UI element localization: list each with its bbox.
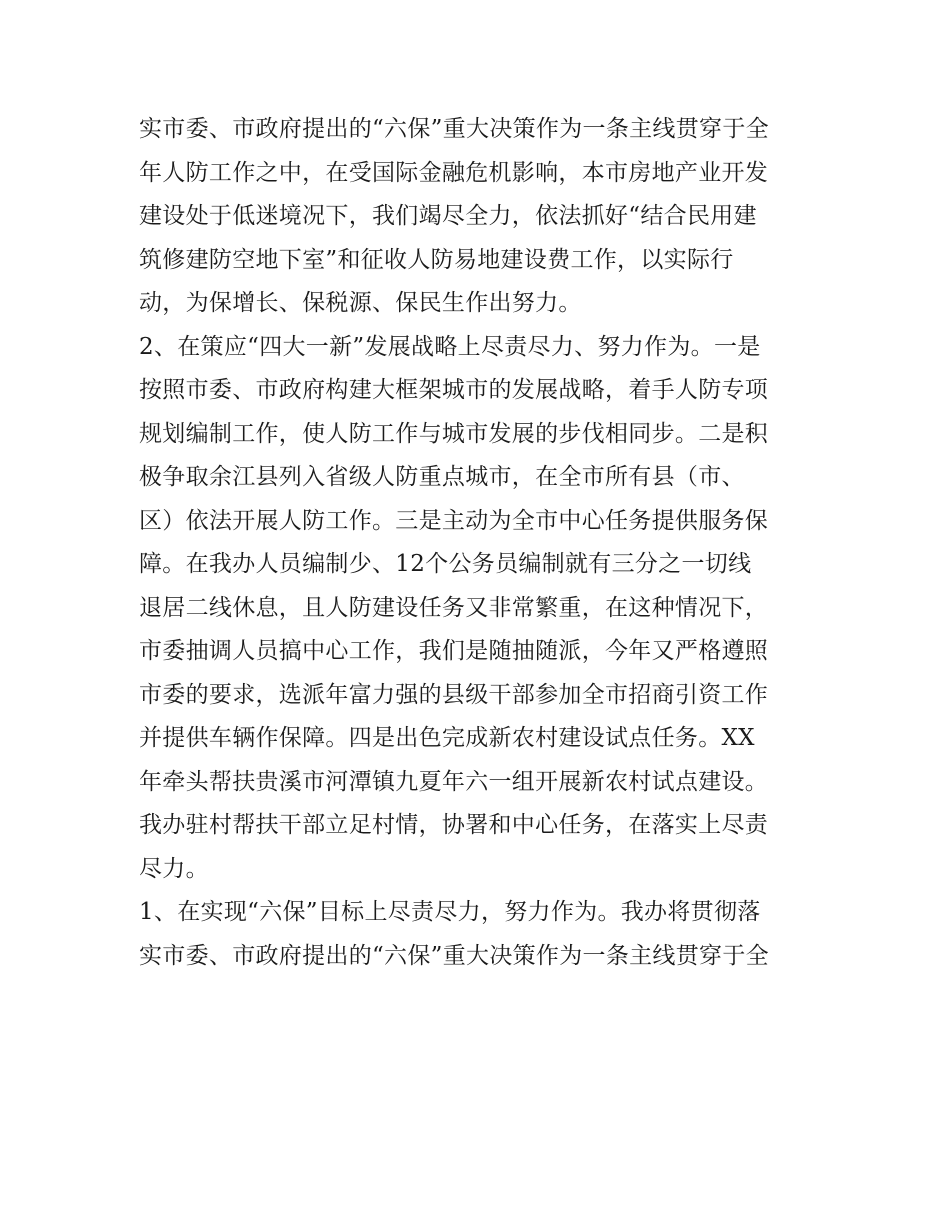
body-text (139, 108, 819, 978)
text-line: 建设处于低迷境况下，我们竭尽全力，依法抓好“结合民用建 (139, 203, 757, 229)
text-line: 市委的要求，选派年富力强的县级干部参加全市招商引资工作 (139, 681, 769, 708)
text-line: 年人防工作之中，在受国际金融危机影响，本市房地产业开发 (139, 159, 769, 186)
text-line: 实市委、市政府提出的“六保”重大决策作为一条主线贯穿于全 (139, 116, 769, 142)
text-line: 规划编制工作，使人防工作与城市发展的步伐相同步。二是积 (139, 420, 769, 447)
text-line: 我办驻村帮扶干部立足村情，协署和中心任务，在落实上尽责 (139, 812, 769, 838)
text-line: 筑修建防空地下室”和征收人防易地建设费工作，以实际行 (139, 246, 734, 273)
text-line: 按照市委、市政府构建大框架城市的发展战略，着手人防专项 (139, 377, 769, 403)
paragraph-2-start: 2、在策应“四大一新”发展战略上尽责尽力、努力作为。一是 (139, 333, 761, 360)
text-line: 并提供车辆作保障。四是出色完成新农村建设试点任务。XX (139, 725, 755, 751)
text-line: 尽力。 (139, 855, 209, 882)
paragraph-1-start: 1、在实现“六保”目标上尽责尽力，努力作为。我办将贯彻落 (139, 899, 761, 925)
text-line: 年牵头帮扶贵溪市河潭镇九夏年六一组开展新农村试点建设。 (139, 768, 769, 795)
text-line: 动，为保增长、保税源、保民生作出努力。 (139, 290, 582, 316)
text-line: 市委抽调人员搞中心工作，我们是随抽随派，今年又严格遵照 (139, 638, 769, 664)
text-line: 障。在我办人员编制少、12个公务员编制就有三分之一切线 (139, 551, 752, 577)
text-line: 极争取余江县列入省级人防重点城市，在全市所有县（市、 (139, 464, 745, 490)
text-line: 实市委、市政府提出的“六保”重大决策作为一条主线贯穿于全 (139, 942, 769, 969)
text-line: 区）依法开展人防工作。三是主动为全市中心任务提供服务保 (139, 507, 769, 534)
text-line: 退居二线休息，且人防建设任务又非常繁重，在这种情况下， (139, 594, 769, 621)
